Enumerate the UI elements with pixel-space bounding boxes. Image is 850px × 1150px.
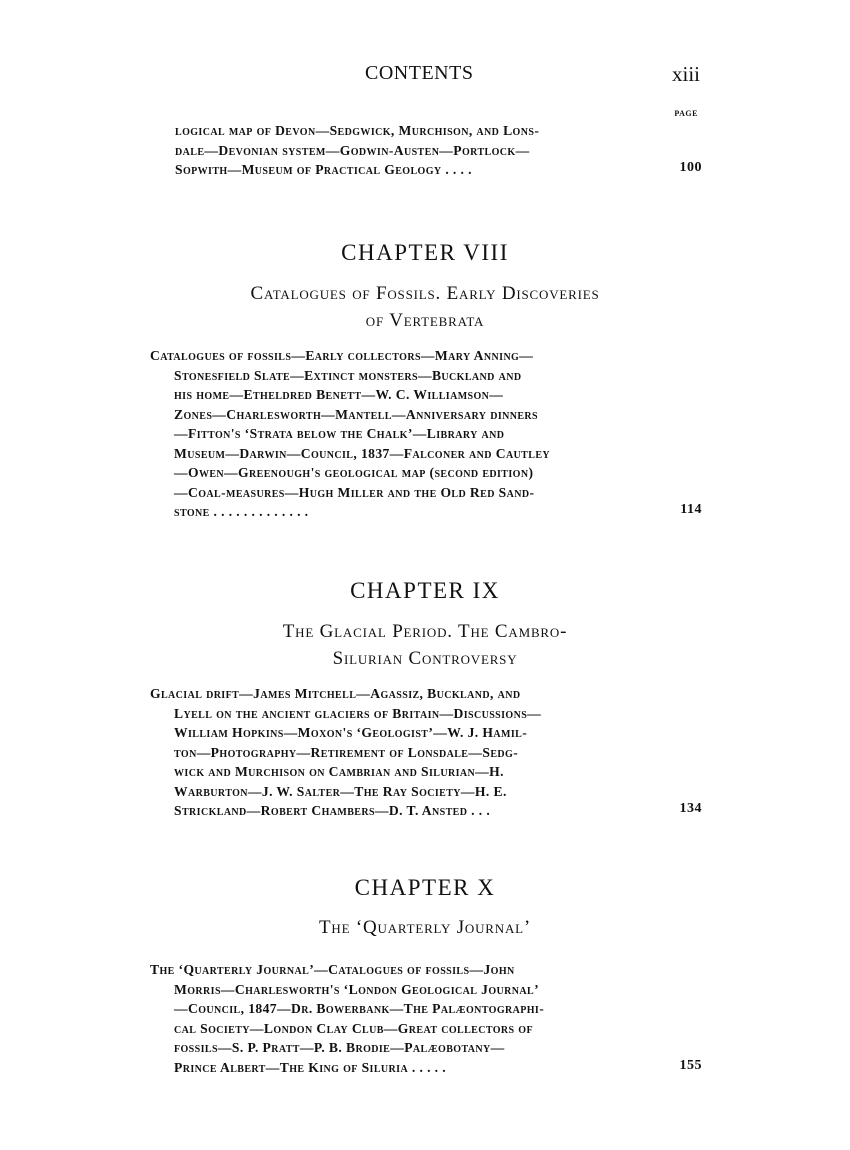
chapter-subtitle	[180, 618, 670, 672]
entry-page-number: 155	[679, 1058, 702, 1073]
subtitle-line: The Glacial Period. The Cambro-	[282, 621, 568, 642]
summary-line: The ‘Quarterly Journal’—Catalogues of fossils—John	[150, 962, 515, 977]
summary-line: logical map of Devon—Sedgwick, Murchison, and Lons-	[175, 123, 540, 138]
summary-line: —Owen—Greenough's geological map (second edition)	[174, 465, 534, 480]
chapter-entry	[150, 346, 702, 526]
summary-line: Stonesfield Slate—Extinct monsters—Buckland and	[174, 367, 522, 383]
summary-line: Lyell on the ancient glaciers of Britain—Discussions—	[174, 705, 542, 721]
summary-line: Warburton—J. W. Salter—The Ray Society—H. E.	[174, 783, 507, 799]
subtitle-line: The ‘Quarterly Journal’	[318, 917, 532, 938]
subtitle-line: Silurian Controversy	[332, 648, 518, 669]
summary-line: Zones—Charlesworth—Mantell—Anniversary dinners	[174, 406, 539, 422]
summary-line: Prince Albert—The King of Siluria . . . . .	[174, 1059, 447, 1075]
chapter-entry	[150, 960, 702, 1080]
summary-line: Sopwith—Museum of Practical Geology . . . .	[175, 162, 472, 177]
chapter-entry	[150, 684, 702, 824]
summary-line: William Hopkins—Moxon's ‘Geologist’—W. J. Hamil-	[174, 725, 528, 740]
summary-line: fossils—S. P. Pratt—P. B. Brodie—Palæobotany—	[174, 1040, 505, 1055]
entry-page-number: 100	[679, 160, 702, 175]
entry-summary	[150, 346, 655, 522]
page-number: xiii	[671, 62, 700, 86]
entry-summary	[175, 121, 655, 180]
entry-summary	[150, 684, 655, 821]
running-head	[150, 62, 700, 92]
summary-line: Glacial drift—James Mitchell—Agassiz, Buckland, and	[150, 686, 521, 701]
summary-line: Morris—Charlesworth's ‘London Geological Journal’	[174, 981, 539, 997]
entry-page-number: 114	[680, 502, 702, 517]
continued-entry	[150, 121, 702, 183]
chapter-heading: CHAPTER IX	[350, 578, 500, 603]
entry-page-number: 134	[679, 801, 702, 816]
entry-summary	[150, 960, 655, 1077]
chapter-subtitle	[180, 914, 670, 941]
summary-line: wick and Murchison on Cambrian and Silurian—H.	[174, 764, 504, 779]
running-title: CONTENTS	[365, 62, 474, 84]
summary-line: his home—Etheldred Benett—W. C. Williamson—	[174, 387, 504, 402]
summary-line: stone . . . . . . . . . . . . .	[174, 504, 309, 519]
summary-line: cal Society—London Clay Club—Great collectors of	[174, 1020, 533, 1036]
page-column-label: PAGE	[674, 109, 698, 118]
summary-line: —Coal-measures—Hugh Miller and the Old Red Sand-	[174, 484, 535, 500]
summary-line: Museum—Darwin—Council, 1837—Falconer and Cautley	[174, 445, 551, 461]
chapter-heading: CHAPTER X	[354, 875, 496, 900]
summary-line: dale—Devonian system—Godwin-Austen—Portlock—	[175, 142, 530, 158]
summary-line: Strickland—Robert Chambers—D. T. Ansted . . .	[174, 803, 491, 818]
summary-line: Catalogues of fossils—Early collectors—Mary Anning—	[150, 348, 534, 363]
summary-line: ton—Photography—Retirement of Lonsdale—Sedg-	[174, 744, 519, 760]
subtitle-line: Catalogues of Fossils. Early Discoveries	[250, 283, 600, 304]
subtitle-line: of Vertebrata	[365, 310, 485, 331]
summary-line: —Council, 1847—Dr. Bowerbank—The Palæontographi-	[174, 1001, 545, 1016]
chapter-subtitle	[180, 280, 670, 334]
chapter-heading: CHAPTER VIII	[341, 240, 509, 265]
summary-line: —Fitton's ‘Strata below the Chalk’—Library and	[174, 426, 505, 441]
